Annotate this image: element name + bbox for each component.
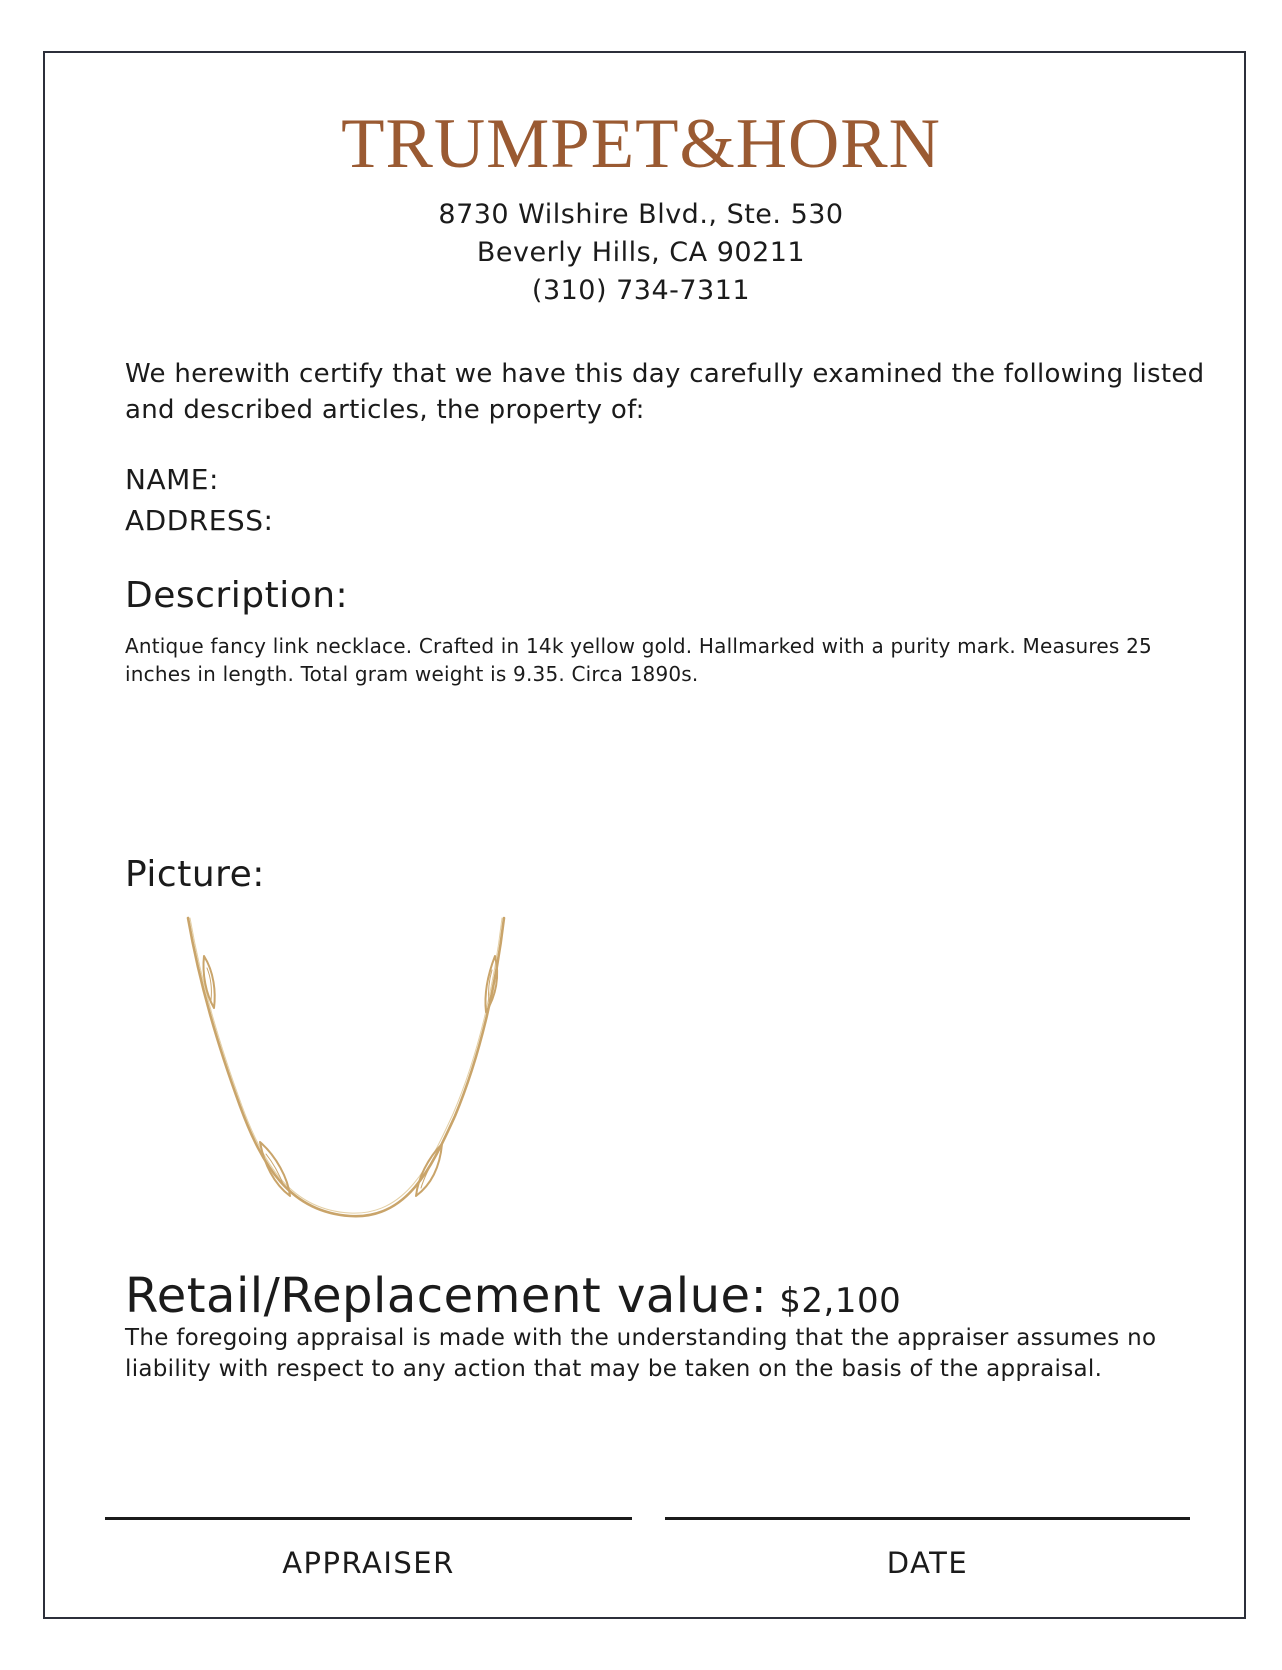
owner-name-label: NAME: bbox=[125, 463, 219, 496]
address-street: 8730 Wilshire Blvd., Ste. 530 bbox=[438, 199, 844, 230]
brand-logo: TRUMPET&HORN bbox=[341, 105, 941, 183]
necklace-chain bbox=[188, 918, 504, 1216]
appraiser-label: APPRAISER bbox=[282, 1546, 455, 1580]
owner-address-label: ADDRESS: bbox=[125, 504, 274, 537]
appraiser-signature-line bbox=[105, 1517, 632, 1520]
value-label: Retail/Replacement value: bbox=[125, 1268, 768, 1324]
address-city: Beverly Hills, CA 90211 bbox=[476, 237, 806, 268]
value-amount: $2,100 bbox=[779, 1281, 902, 1321]
value-line bbox=[125, 1268, 901, 1324]
description-heading: Description: bbox=[125, 575, 349, 616]
disclaimer-text: The foregoing appraisal is made with the understanding that the appraiser assumes no liability with respect to any action that may be taken on the basis of the appraisal. bbox=[125, 1325, 1157, 1382]
certification-text: We herewith certify that we have this day carefully examined the following listed and described articles, the property of: bbox=[125, 359, 1205, 425]
address-phone: (310) 734-7311 bbox=[531, 275, 751, 306]
necklace-picture bbox=[170, 916, 520, 1228]
necklace-chain-highlight bbox=[190, 918, 502, 1213]
picture-heading: Picture: bbox=[125, 854, 265, 895]
description-text: Antique fancy link necklace. Crafted in 14k yellow gold. Hallmarked with a purity mark. Measures 25 inches in length. Total gram weight is 9.35. Circa 1890s. bbox=[125, 634, 1152, 686]
date-signature-line bbox=[665, 1517, 1190, 1520]
date-label: DATE bbox=[886, 1546, 969, 1580]
